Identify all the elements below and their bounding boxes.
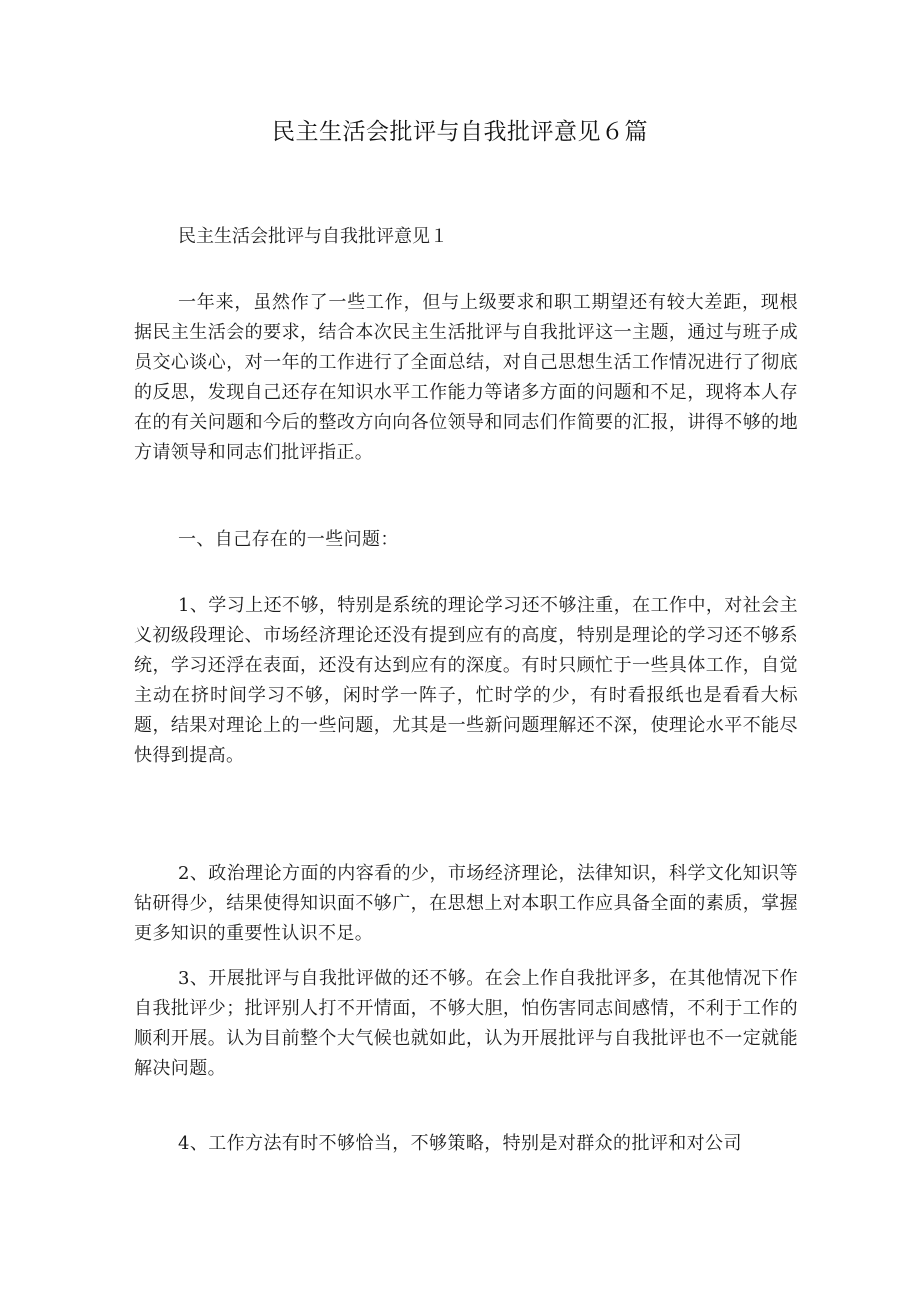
problem-item-1: 1、学习上还不够，特别是系统的理论学习还不够注重，在工作中，对社会主义初级段理论、市场经济理论还没有提到应有的高度，特别是理论的学习还不够系统，学习还浮在表面，还没有达到应有的深度。有时只顾忙于一些具体工作，自觉主动在挤时间学习不够，闲时学一阵子，忙时学的少，有时看报纸也是看看大标题，结果对理论上的一些问题，尤其是一些新问题理解还不深，使理论水平不能尽快得到提高。 <box>134 595 798 766</box>
problem-item-2: 2、政治理论方面的内容看的少，市场经济理论，法律知识，科学文化知识等钻研得少，结果使得知识面不够广，在思想上对本职工作应具备全面的素质，掌握更多知识的重要性认识不足。 <box>134 863 798 944</box>
problem-item-3: 3、开展批评与自我批评做的还不够。在会上作自我批评多，在其他情况下作自我批评少；批评别人打不开情面，不够大胆，怕伤害同志间感情，不利于工作的顺利开展。认为目前整个大气候也就如此，认为开展批评与自我批评也不一定就能解决问题。 <box>134 968 798 1079</box>
problems-heading: 一、自己存在的一些问题： <box>178 529 399 550</box>
problem-item-4: 4、工作方法有时不够恰当，不够策略，特别是对群众的批评和对公司 <box>178 1133 742 1154</box>
section-heading: 民主生活会批评与自我批评意见１ <box>178 226 448 247</box>
intro-paragraph: 一年来，虽然作了一些工作，但与上级要求和职工期望还有较大差距，现根据民主生活会的要求，结合本次民主生活批评与自我批评这一主题，通过与班子成员交心谈心，对一年的工作进行了全面总结，对自己思想生活工作情况进行了彻底的反思，发现自己还存在知识水平工作能力等诸多方面的问题和不足，现将本人存在的有关问题和今后的整改方向向各位领导和同志们作简要的汇报，讲得不够的地方请领导和同志们批评指正。 <box>134 292 798 463</box>
document-title: 民主生活会批评与自我批评意见６篇 <box>272 119 648 145</box>
